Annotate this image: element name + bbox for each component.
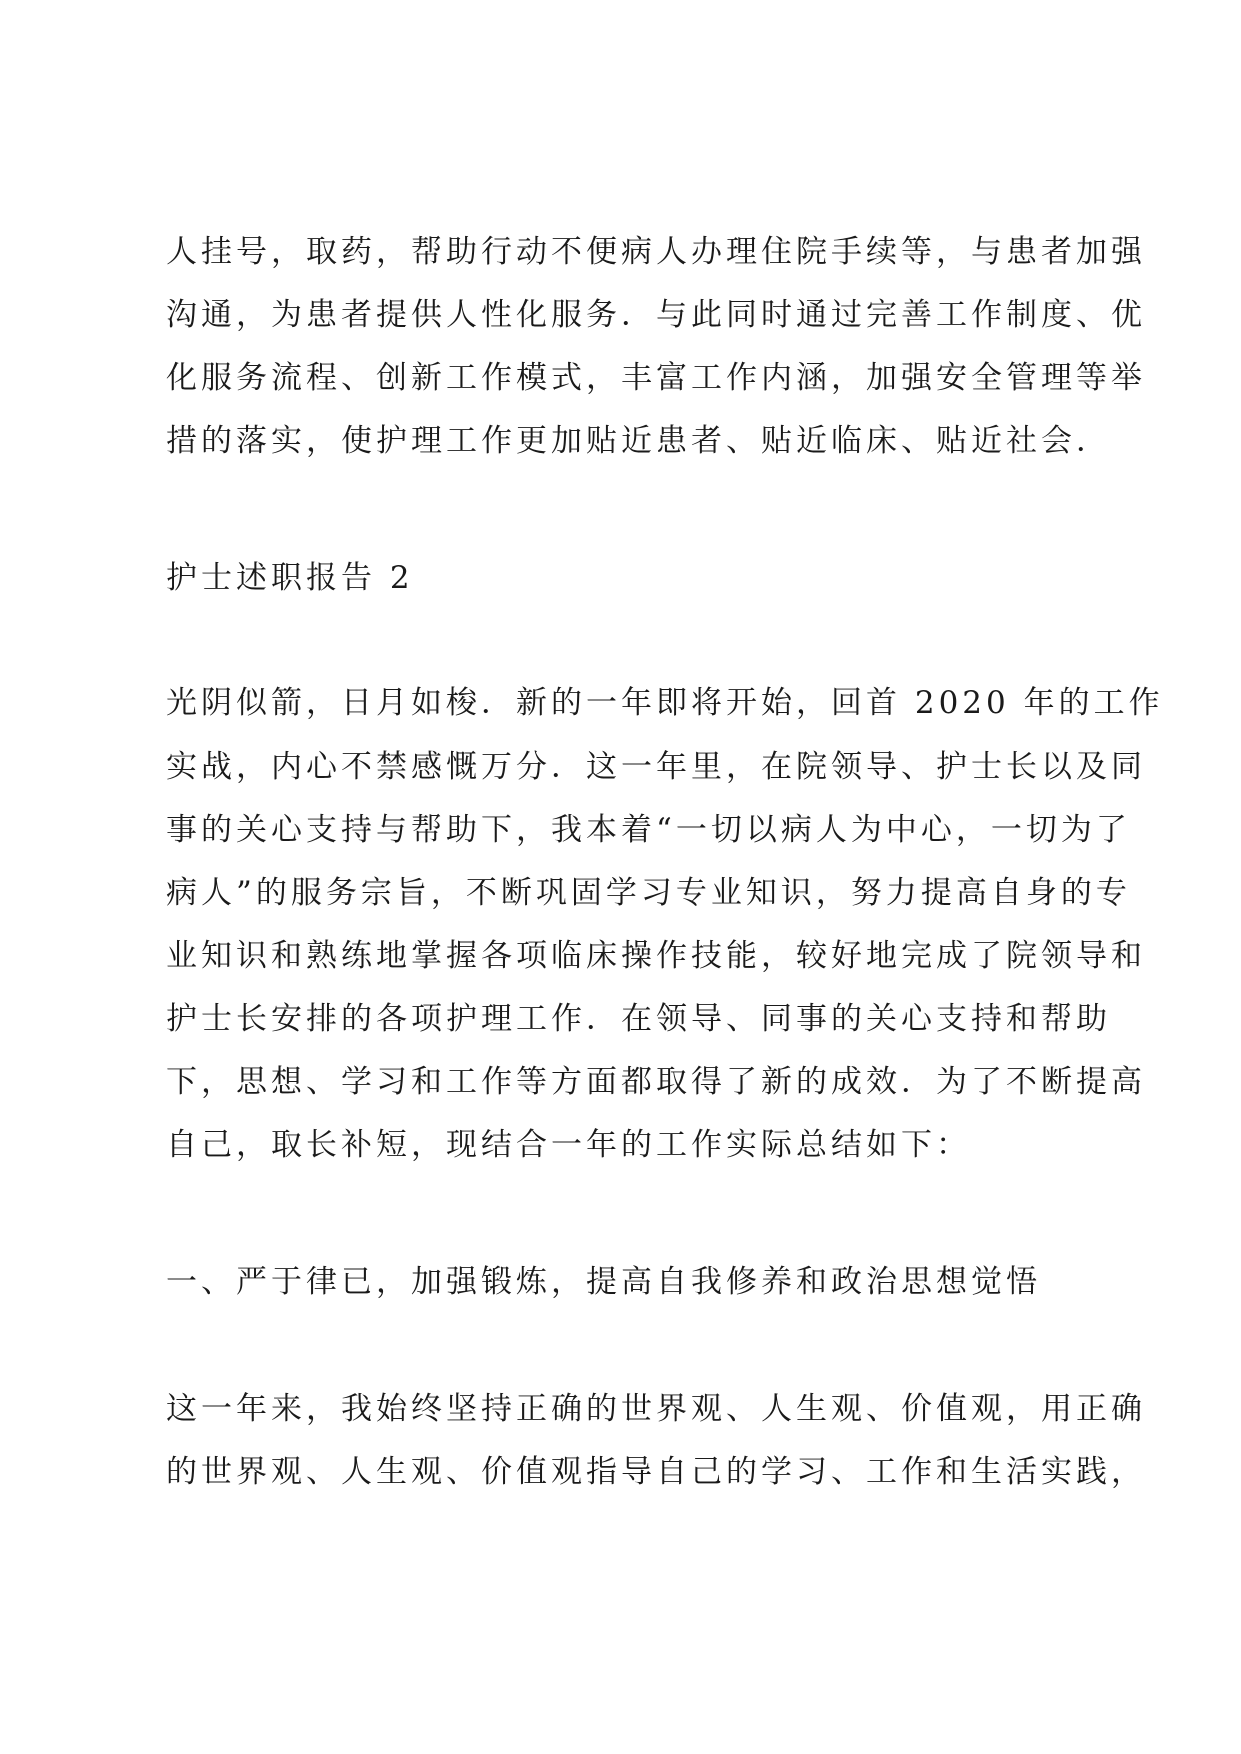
paragraph-2-line-1: 光阴似箭，日月如梭．新的一年即将开始，回首 2020 年的工作 bbox=[166, 685, 1164, 721]
paragraph-2-line-6: 护士长安排的各项护理工作．在领导、同事的关心支持和帮助 bbox=[166, 1001, 1111, 1037]
paragraph-2-line-7: 下，思想、学习和工作等方面都取得了新的成效．为了不断提高 bbox=[166, 1064, 1146, 1100]
paragraph-3-line-1: 这一年来，我始终坚持正确的世界观、人生观、价值观，用正确 bbox=[166, 1391, 1146, 1427]
paragraph-2-line-2: 实战，内心不禁感慨万分．这一年里，在院领导、护士长以及同 bbox=[166, 749, 1146, 785]
section-1-heading: 一、严于律已，加强锻炼，提高自我修养和政治思想觉悟 bbox=[166, 1264, 1041, 1300]
paragraph-2-line-8: 自己，取长补短，现结合一年的工作实际总结如下： bbox=[166, 1127, 971, 1163]
paragraph-1-line-1: 人挂号，取药，帮助行动不便病人办理住院手续等，与患者加强 bbox=[166, 234, 1146, 270]
paragraph-2-line-3: 事的关心支持与帮助下，我本着“一切以病人为中心，一切为了 bbox=[166, 812, 1131, 848]
report-2-heading: 护士述职报告 2 bbox=[166, 560, 414, 596]
paragraph-1-line-2: 沟通，为患者提供人性化服务．与此同时通过完善工作制度、优 bbox=[166, 297, 1146, 333]
paragraph-1-line-4: 措的落实，使护理工作更加贴近患者、贴近临床、贴近社会． bbox=[166, 423, 1111, 459]
paragraph-2-line-4: 病人”的服务宗旨，不断巩固学习专业知识，努力提高自身的专 bbox=[166, 875, 1131, 911]
paragraph-3-line-2: 的世界观、人生观、价值观指导自己的学习、工作和生活实践， bbox=[166, 1454, 1146, 1490]
paragraph-1-line-3: 化服务流程、创新工作模式，丰富工作内涵，加强安全管理等举 bbox=[166, 360, 1146, 396]
paragraph-2-line-5: 业知识和熟练地掌握各项临床操作技能，较好地完成了院领导和 bbox=[166, 938, 1146, 974]
